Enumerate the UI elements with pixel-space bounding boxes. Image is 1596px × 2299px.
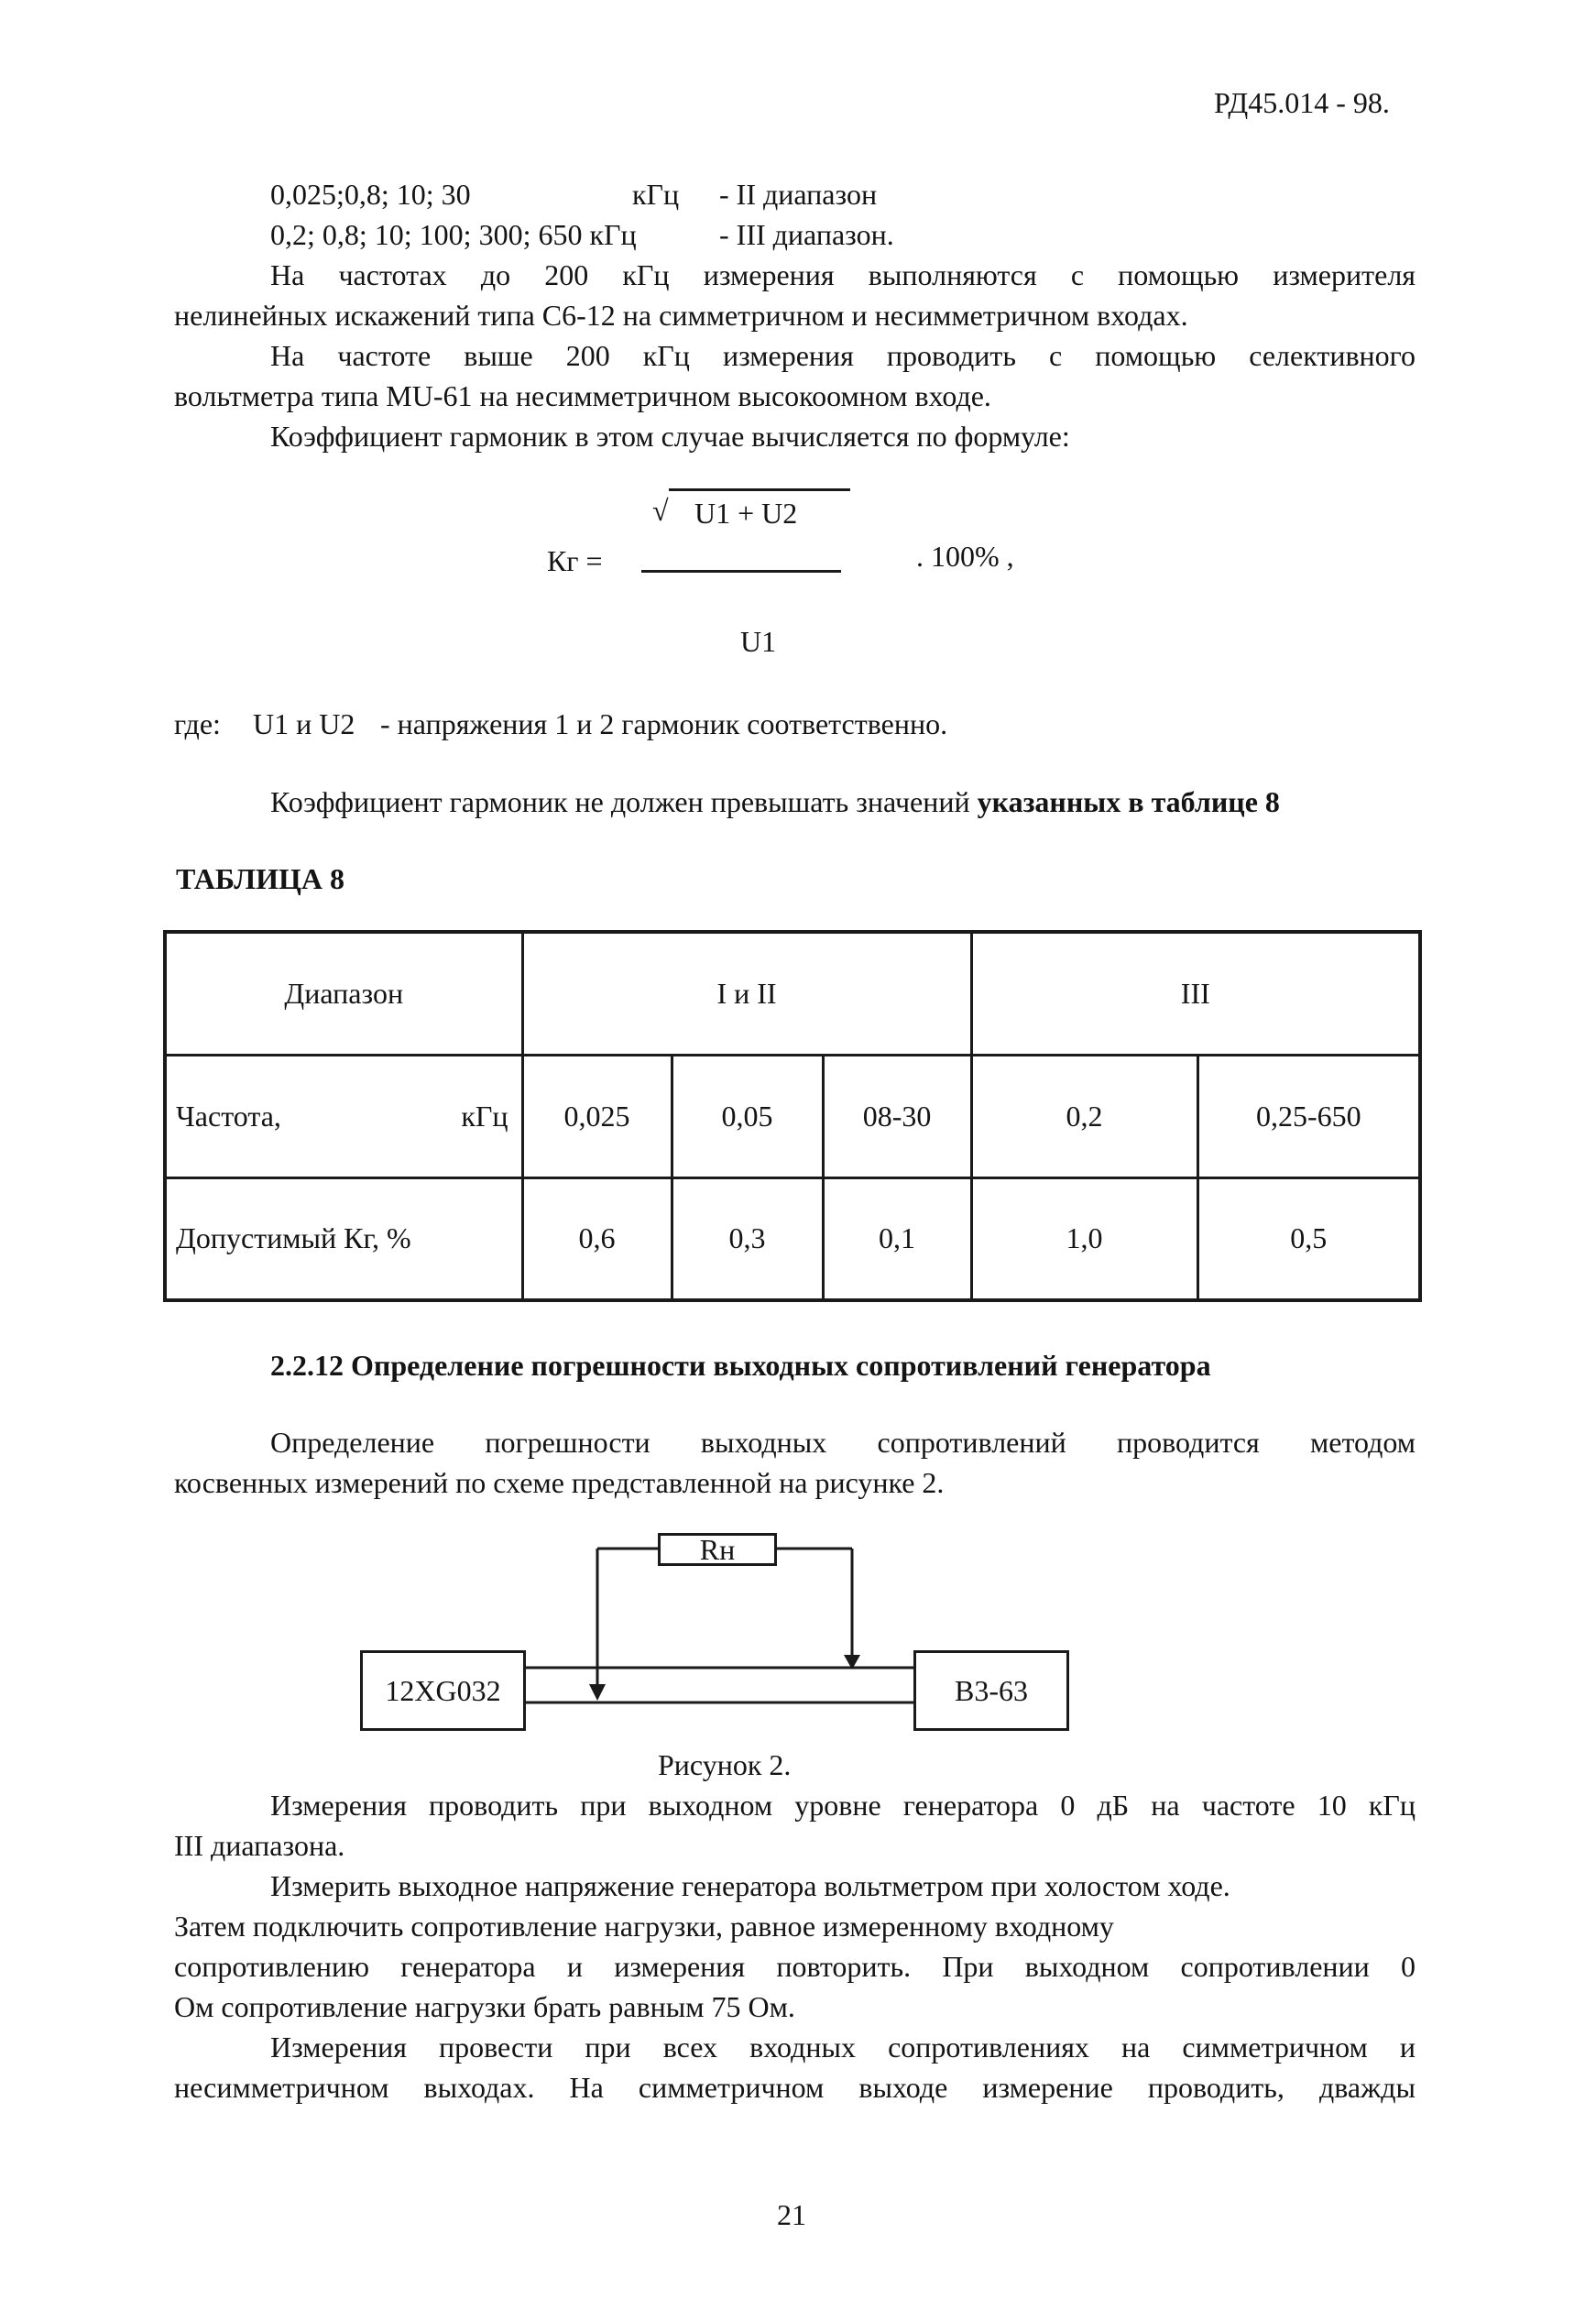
table-note-text: Коэффициент гармоник не должен превышать значений bbox=[270, 785, 978, 818]
frequency-value: 08-30 bbox=[823, 1055, 971, 1177]
frequency-value: 0,25-650 bbox=[1197, 1055, 1420, 1177]
para5-line3: сопротивлению генератора и измерения повторить. При выходном сопротивлении 0 bbox=[174, 1950, 1416, 1983]
kg-label-cell: Допустимый Кг, % bbox=[165, 1177, 522, 1300]
table-note-reference: указанных в таблице 8 bbox=[977, 785, 1280, 818]
range-line-3-label: - III диапазон. bbox=[719, 218, 894, 251]
frequency-value: 0,2 bbox=[971, 1055, 1197, 1177]
frequency-value: 0,05 bbox=[672, 1055, 823, 1177]
para6-line2: несимметричном выходах. На симметричном выходе измерение проводить, дважды bbox=[174, 2071, 1416, 2104]
kg-value: 0,6 bbox=[522, 1177, 672, 1300]
meter-box: В3-63 bbox=[913, 1650, 1069, 1731]
page-number: 21 bbox=[777, 2198, 806, 2231]
para3: Коэффициент гармоник в этом случае вычисляется по формуле: bbox=[270, 420, 1070, 453]
range-group-3: III bbox=[971, 932, 1420, 1055]
formula-lhs: Кг = bbox=[547, 544, 603, 577]
para5-line2: Затем подключить сопротивление нагрузки, равное измеренному входному bbox=[174, 1910, 1114, 1943]
where-vars: U1 и U2 bbox=[253, 707, 355, 740]
range-group-1-2: I и II bbox=[522, 932, 971, 1055]
para6-line1: Измерения провести при всех входных сопротивлениях на симметричном и bbox=[270, 2031, 1416, 2064]
document-number: РД45.014 - 98. bbox=[1214, 86, 1390, 119]
resistor-box: Rн bbox=[658, 1533, 777, 1566]
figure-caption: Рисунок 2. bbox=[658, 1748, 792, 1781]
para4-line2: III диапазона. bbox=[174, 1829, 345, 1862]
generator-box: 12XG032 bbox=[360, 1650, 526, 1731]
range-line-2-unit: кГц bbox=[632, 178, 680, 211]
table-title: ТАБЛИЦА 8 bbox=[176, 862, 344, 895]
range-line-2-freqs: 0,025;0,8; 10; 30 bbox=[270, 178, 471, 211]
range-line-3-freqs: 0,2; 0,8; 10; 100; 300; 650 кГц bbox=[270, 218, 637, 251]
para1-line1: На частотах до 200 кГц измерения выполняются с помощью измерителя bbox=[270, 258, 1416, 291]
formula-multiplier: . 100% , bbox=[916, 540, 1014, 573]
frequency-value: 0,025 bbox=[522, 1055, 672, 1177]
frequency-label-cell: Частота, кГц bbox=[165, 1055, 522, 1177]
para4-line1: Измерения проводить при выходном уровне генератора 0 дБ на частоте 10 кГц bbox=[270, 1789, 1416, 1822]
para2-line1: На частоте выше 200 кГц измерения проводить с помощью селективного bbox=[270, 339, 1416, 372]
range-label-cell: Диапазон bbox=[165, 932, 522, 1055]
section-heading: 2.2.12 Определение погрешности выходных сопротивлений генератора bbox=[270, 1349, 1211, 1382]
formula-numerator: U1 + U2 bbox=[694, 497, 798, 530]
where-prefix: где: bbox=[174, 707, 221, 740]
para2-line2: вольтметра типа MU-61 на несимметричном высокоомном входе. bbox=[174, 379, 991, 412]
para1-line2: нелинейных искажений типа С6-12 на симметричном и несимметричном входах. bbox=[174, 299, 1188, 332]
kg-value: 0,3 bbox=[672, 1177, 823, 1300]
radical-sign: √ bbox=[652, 494, 669, 527]
section-para-line2: косвенных измерений по схеме представленной на рисунке 2. bbox=[174, 1466, 945, 1499]
para5-line1: Измерить выходное напряжение генератора вольтметром при холостом ходе. bbox=[270, 1869, 1230, 1902]
kg-value: 0,1 bbox=[823, 1177, 971, 1300]
where-text: - напряжения 1 и 2 гармоник соответственно. bbox=[380, 707, 948, 740]
section-para-line1: Определение погрешности выходных сопротивлений проводится методом bbox=[270, 1426, 1416, 1459]
formula-denominator: U1 bbox=[740, 625, 777, 658]
kg-value: 1,0 bbox=[971, 1177, 1197, 1300]
para5-line4: Ом сопротивление нагрузки брать равным 75 Ом. bbox=[174, 1990, 795, 2023]
kg-value: 0,5 bbox=[1197, 1177, 1420, 1300]
range-line-2-label: - II диапазон bbox=[719, 178, 878, 211]
